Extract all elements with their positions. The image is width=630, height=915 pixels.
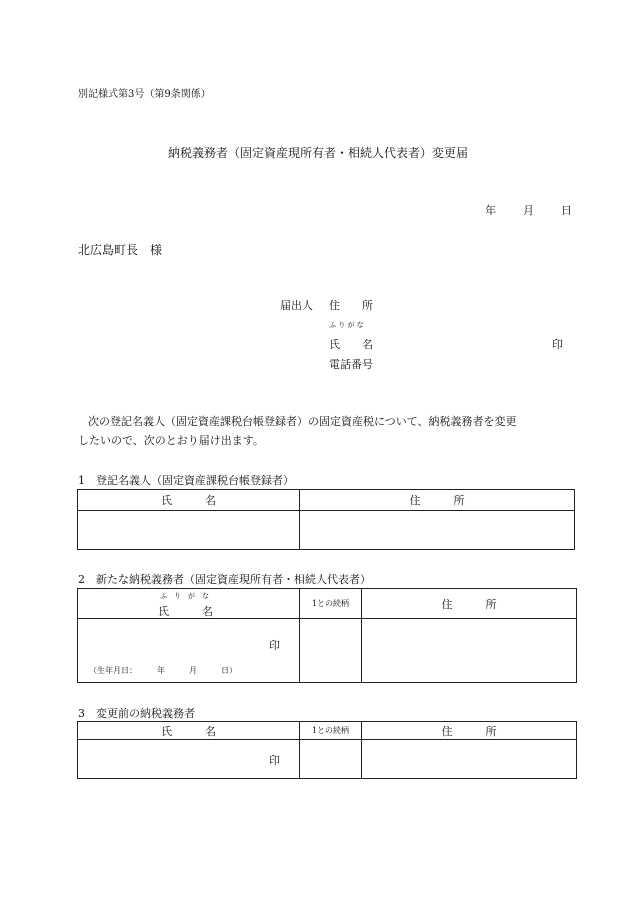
- section-3-relation-cell[interactable]: [300, 740, 362, 779]
- section-2-birthdate: （生年月日： 年 月 日）: [89, 666, 237, 675]
- section-2-heading: 2 新たな納税義務者（固定資産現所有者・相続人代表者）: [78, 573, 371, 586]
- date-year: 年: [485, 204, 496, 217]
- body-text-line-2: したいので、次のとおり届け出ます。: [78, 434, 264, 447]
- section-3-name-cell[interactable]: [78, 740, 300, 779]
- section-3-heading: 3 変更前の納税義務者: [78, 707, 195, 720]
- section-2-furigana-label: ふ り が な: [160, 592, 209, 600]
- section-1-table: [77, 489, 575, 550]
- section-2-address-cell[interactable]: [362, 619, 577, 683]
- applicant-phone-label: 電話番号: [329, 358, 373, 371]
- section-2-relation-header: 1との続柄: [300, 589, 362, 619]
- section-1-address-header: 住 所: [300, 490, 575, 511]
- section-3-relation-header: 1との続柄: [300, 722, 362, 740]
- section-2-address-header: 住 所: [362, 589, 577, 619]
- applicant-address-label: 住 所: [329, 299, 373, 312]
- section-3-table: [77, 721, 577, 779]
- addressee: 北広島町長 様: [78, 243, 163, 257]
- date-month: 月: [523, 204, 534, 217]
- section-1-heading: 1 登記名義人（固定資産課税台帳登録者）: [78, 474, 294, 487]
- section-2-table: [77, 588, 577, 683]
- section-3-address-cell[interactable]: [362, 740, 577, 779]
- applicant-name-label: 氏 名: [329, 338, 373, 351]
- date-day: 日: [561, 204, 572, 217]
- section-1-name-cell[interactable]: [78, 511, 300, 550]
- section-2-name-label: 氏 名: [158, 605, 213, 618]
- body-text-line-1: 次の登記名義人（固定資産課税台帳登録者）の固定資産税について、納税義務者を変更: [88, 415, 517, 428]
- document-title: 納税義務者（固定資産現所有者・相続人代表者）変更届: [168, 146, 469, 160]
- section-1-address-cell[interactable]: [300, 511, 575, 550]
- section-3-name-header: 氏 名: [78, 722, 300, 740]
- applicant-seal-mark: 印: [552, 338, 563, 351]
- section-2-relation-cell[interactable]: [300, 619, 362, 683]
- section-3-address-header: 住 所: [362, 722, 577, 740]
- applicant-label: 届出人: [280, 299, 313, 312]
- section-2-name-cell[interactable]: [78, 619, 300, 683]
- section-3-seal-mark: 印: [269, 754, 280, 767]
- section-2-name-header: [78, 589, 300, 619]
- form-reference: 別記様式第3号（第9条関係）: [78, 89, 211, 100]
- applicant-furigana-label: ふ り が な: [329, 321, 364, 329]
- section-1-name-header: 氏 名: [78, 490, 300, 511]
- section-2-seal-mark: 印: [269, 639, 280, 652]
